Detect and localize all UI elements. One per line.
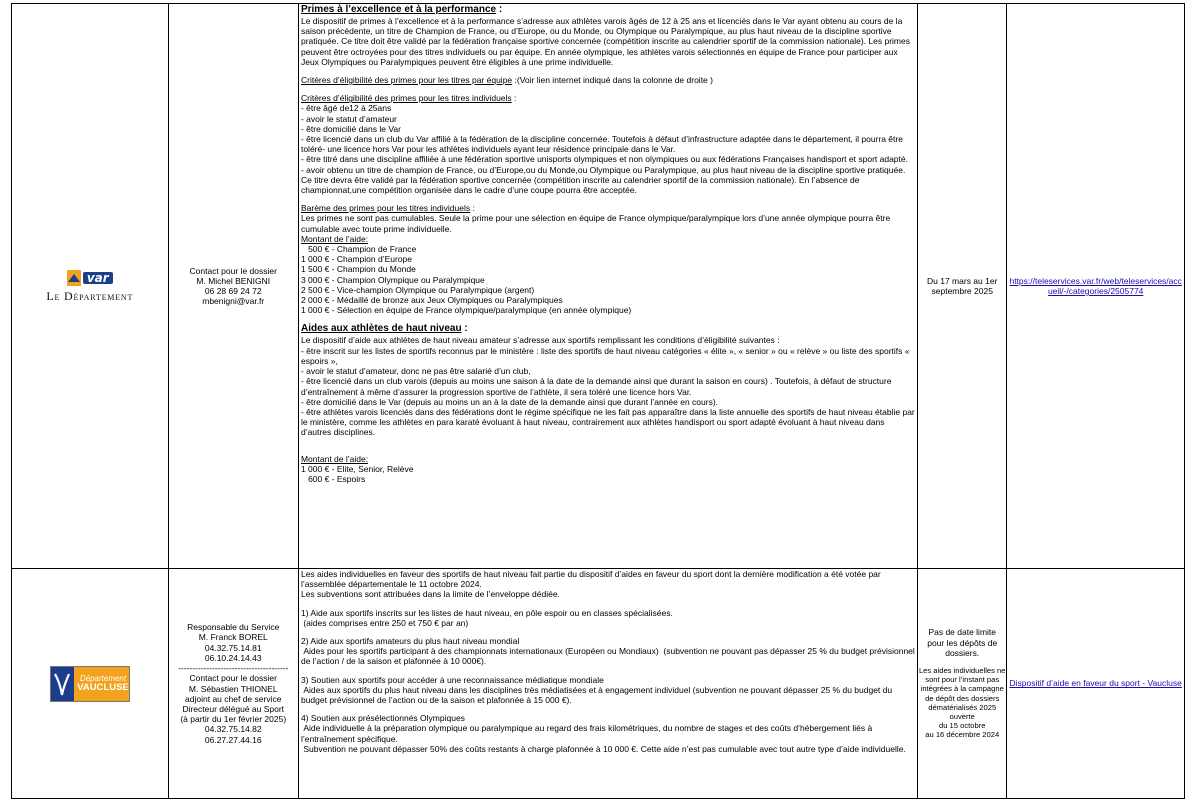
list-item: 2 000 € - Médaillé de bronze aux Jeux Olympiques ou Paralympiques — [300, 295, 563, 306]
contact-cell — [168, 569, 298, 799]
list-item: 3 000 € - Champion Olympique ou Paralympique — [300, 274, 485, 285]
item-title: 4) Soutien aux présélectionnés Olympiques — [300, 713, 465, 724]
list-item: - être domicilié dans le Var — [300, 123, 401, 134]
dates-note: Les aides individuelles ne sont pour l’instant pas intégrées à la campagne de dépôt des dossiers dématérialisés 2025 ouverte du 15 octobre au 16 décembre 2024 — [918, 665, 1006, 740]
item-body: Aide individuelle à la préparation olympique ou paralympique au regard des frais kilométriques, du nombre de stages et des coûts d’hébergement liés à l’entraînement spécifique. Subvention ne pouvant dépasser 50% des coûts restants à charge plafonnée à 10 000 €. Cette aide n’est pas cumulable avec tout autre type d’aide individuelle. — [300, 723, 906, 754]
list-item: 1 500 € - Champion du Monde — [300, 264, 416, 275]
dates-cell — [918, 4, 1007, 569]
list-item: 2 500 € - Vice-champion Olympique ou Paralympique (argent) — [300, 284, 535, 295]
aid-table — [11, 3, 1185, 799]
criteria-indiv-suffix: : — [511, 93, 517, 104]
item-title: 1) Aide aux sportifs inscrits sur les listes de haut niveau, en pôle espoir ou en classes spécialisées. — [300, 607, 673, 618]
logo-cell — [12, 569, 169, 799]
contact-line: M. Franck BOREL — [198, 632, 268, 643]
contact-line: Directeur délégué au Sport — [182, 703, 285, 714]
contact-line: 06.27.27.44.16 — [204, 734, 262, 745]
list-item: - être licencié dans un club varois (depuis au moins une saison à la date de la demande ainsi que durant la saison en cours) . Toutefois, à défaut de structure d’entraînement à même d’assurer la progression sportive de l’athlète, il sera toléré une licence hors Var. — [300, 376, 894, 397]
heading-suffix: : — [461, 323, 468, 335]
criteria-team-suffix: :(Voir lien internet indiqué dans la colonne de droite ) — [512, 75, 713, 86]
table-row-vaucluse — [12, 569, 1185, 799]
contact-line: 04.32.75.14.82 — [204, 724, 262, 735]
item-body: (aides comprises entre 250 et 750 € par an) — [300, 617, 469, 628]
contact-line: 04.32.75.14.81 — [204, 642, 262, 653]
contact-line: Contact pour le dossier — [189, 673, 277, 684]
list-item: - être licencié dans un club du Var affilié à la fédération de la discipline concernée. Toutefois à défaut d’infrastructure adaptée dans le département, il pourra être toléré- une licence hors Var pour les athlètes individuels ayant leur résidence principale dans le Var. — [300, 134, 906, 155]
list-item: - être titré dans une discipline affiliée à une fédération sportive unisports olympiques et non olympiques ou aux fédérations Françaises handisport et sport adapté. — [300, 154, 908, 165]
criteria-indiv-label: Critères d’éligibilité des primes pour les titres individuels — [300, 93, 512, 104]
vaucluse-logo — [50, 666, 130, 702]
list-item: - avoir le statut d’amateur, donc ne pas être salarié d’un club, — [300, 366, 531, 377]
list-item: 1 000 € - Sélection en équipe de France olympique/paralympique (en année olympique) — [300, 305, 632, 316]
contact-line: (à partir du 1er février 2025) — [180, 714, 287, 725]
contact-name: M. Michel BENIGNI — [196, 275, 271, 286]
table-row-var — [12, 4, 1185, 569]
contact-phone: 06 28 69 24 72 — [204, 286, 262, 296]
list-item: - être âgé de12 à 25ans — [300, 103, 392, 114]
logo-cell — [12, 4, 169, 569]
vaucluse-logo-line2: VAUCLUSE — [77, 682, 129, 693]
item-body: Aides aux sportifs du plus haut niveau dans les disciplines très médiatisées et à engagement individuel (subvention ne pouvant dépasser 25 % du budget du budget prévisionnel de l’action ou de la saison et plafonnée à 15 000 €). — [300, 684, 895, 706]
montant-label: Montant de l’aide: — [300, 233, 369, 244]
list-item: 1 000 € - Elite, Senior, Relève — [300, 463, 414, 474]
intro-paragraph-2: Les subventions sont attribuées dans la limite de l’enveloppe dédiée. — [300, 589, 560, 600]
criteria-team-label: Critères d’éligibilité des primes pour les titres par équipe — [300, 75, 513, 86]
dates-main: Pas de date limite pour les dépôts de dossiers. — [927, 627, 998, 658]
link-cell — [1007, 569, 1185, 799]
var-logo-department: Le Département — [46, 288, 134, 303]
var-emblem-icon — [67, 270, 81, 286]
contact-line: Contact pour le dossier — [189, 265, 277, 276]
section-heading: Primes à l’excellence et à la performance — [300, 4, 497, 15]
section-heading: Aides aux athlètes de haut niveau — [300, 323, 462, 335]
vaucluse-aid-link[interactable]: Dispositif d’aide en faveur du sport - Vaucluse — [1009, 678, 1182, 689]
list-item: - avoir le statut d’amateur — [300, 113, 397, 124]
list-item: - être inscrit sur les listes de sportifs reconnus par le ministère : liste des sportifs de haut niveau catégories « élite », « senior » ou « relève » ou liste des sportifs « espoirs », — [300, 345, 912, 366]
vaucluse-v-emblem-icon — [53, 671, 71, 697]
description-cell — [298, 569, 917, 799]
contact-line: adjoint au chef de service — [185, 693, 282, 704]
list-item: - être domicilié dans le Var (depuis au moins un an à la date de la demande ainsi que durant l’année en cours). — [300, 396, 719, 407]
item-title: 3) Soutien aux sportifs pour accéder à une reconnaissance médiatique mondiale — [300, 674, 604, 685]
document-page — [11, 3, 1185, 800]
link-cell — [1007, 4, 1185, 569]
intro-paragraph: Les aides individuelles en faveur des sportifs de haut niveau fait partie du dispositif d’aides en faveur du sport dont la dernière modification a été votée par l’assemblée départementale le 11 octobre 2024. — [300, 569, 884, 590]
list-item: 1 000 € - Champion d’Europe — [300, 254, 413, 265]
vaucluse-logo-line1: Département — [79, 674, 127, 683]
contact-cell — [168, 4, 298, 569]
var-logo-word: var — [83, 272, 113, 284]
intro-paragraph: Le dispositif de primes à l’excellence et à la performance s’adresse aux athlètes varois âgés de 12 à 25 ans et licenciés dans le Var ayant obtenu au cours de la saison précédente, un titre de Champion de France, ou d’Europe, ou du Monde, ou Olympique ou Paralympique, au plus haut niveau de la discipline sportive pratiquée. Ce titre doit être validé par la fédération française sportive concernée (compétition inscrite au calendrier sportif de la commission nationale). Les primes peuvent être octroyées pour des titres individuels ou par équipe. En année olympique, les athlètes varois sélectionnés en équipe de France pour participer aux Jeux Olympiques ou Paralympiques peuvent être éligibles à une prime individuelle. — [300, 16, 913, 67]
dates-text: Du 17 mars au 1er septembre 2025 — [927, 275, 998, 296]
bareme-suffix: : — [470, 203, 475, 214]
hn-montant-label: Montant de l’aide: — [300, 453, 369, 464]
contact-email: mbenigni@var.fr — [202, 296, 265, 307]
list-item: - avoir obtenu un titre de champion de France, ou d’Europe,ou du Monde,ou Olympique ou Paralympique, au plus haut niveau de la discipline sportive pratiquée. Ce titre devra être validé par la fédération sportive concernée (compétition inscrite au calendrier sportif de la commission nationale). En l’absence de championnat,une compétition organisée dans le cadre d’une coupe pourra être acceptée. — [300, 164, 908, 196]
bareme-text: Les primes ne sont pas cumulables. Seule la prime pour une sélection en équipe de France olympique/paralympique lors d’une année olympique pourra être cumulable avec toute prime individuelle. — [300, 213, 893, 234]
contact-line: Responsable du Service — [187, 622, 280, 633]
teleservices-link[interactable]: https://teleservices.var.fr/web/teleservices/accueil/-/categories/2505774 — [1009, 275, 1182, 296]
heading-suffix: : — [496, 4, 503, 15]
list-item: 600 € - Espoirs — [300, 473, 366, 484]
description-cell — [298, 4, 917, 569]
dates-cell — [918, 569, 1007, 799]
contact-line: M. Sébastien THIONEL — [188, 683, 278, 694]
item-title: 2) Aide aux sportifs amateurs du plus haut niveau mondial — [300, 636, 520, 647]
list-item: 500 € - Champion de France — [300, 244, 417, 255]
var-logo — [46, 270, 134, 303]
bareme-label: Barème des primes pour les titres individuels — [300, 203, 471, 214]
hn-intro: Le dispositif d’aide aux athlètes de haut niveau amateur s’adresse aux sportifs remplissant les conditions d’éligibilité suivantes : — [300, 335, 780, 346]
list-item: - être athlètes varois licenciés dans des fédérations dont le régime spécifique ne les fait pas apparaître dans la liste annuelle des sportifs de haut niveau établie par le ministère, comme les athlètes en para karaté évoluant à haut niveau, contrairement aux athlètes handisport ou sport adapté évoluant à haut niveau dans d’autres disciplines. — [300, 406, 918, 438]
contact-separator: --------------------------------------- — [178, 663, 289, 674]
item-body: Aides pour les sportifs participant à des championnats internationaux (Européen ou Mondiaux) (subvention ne pouvant pas dépasser 25 % du budget prévisionnel de l’action / de la saison et plafonnée à 10 000€). — [300, 646, 918, 667]
contact-line: 06.10.24.14.43 — [204, 652, 262, 663]
